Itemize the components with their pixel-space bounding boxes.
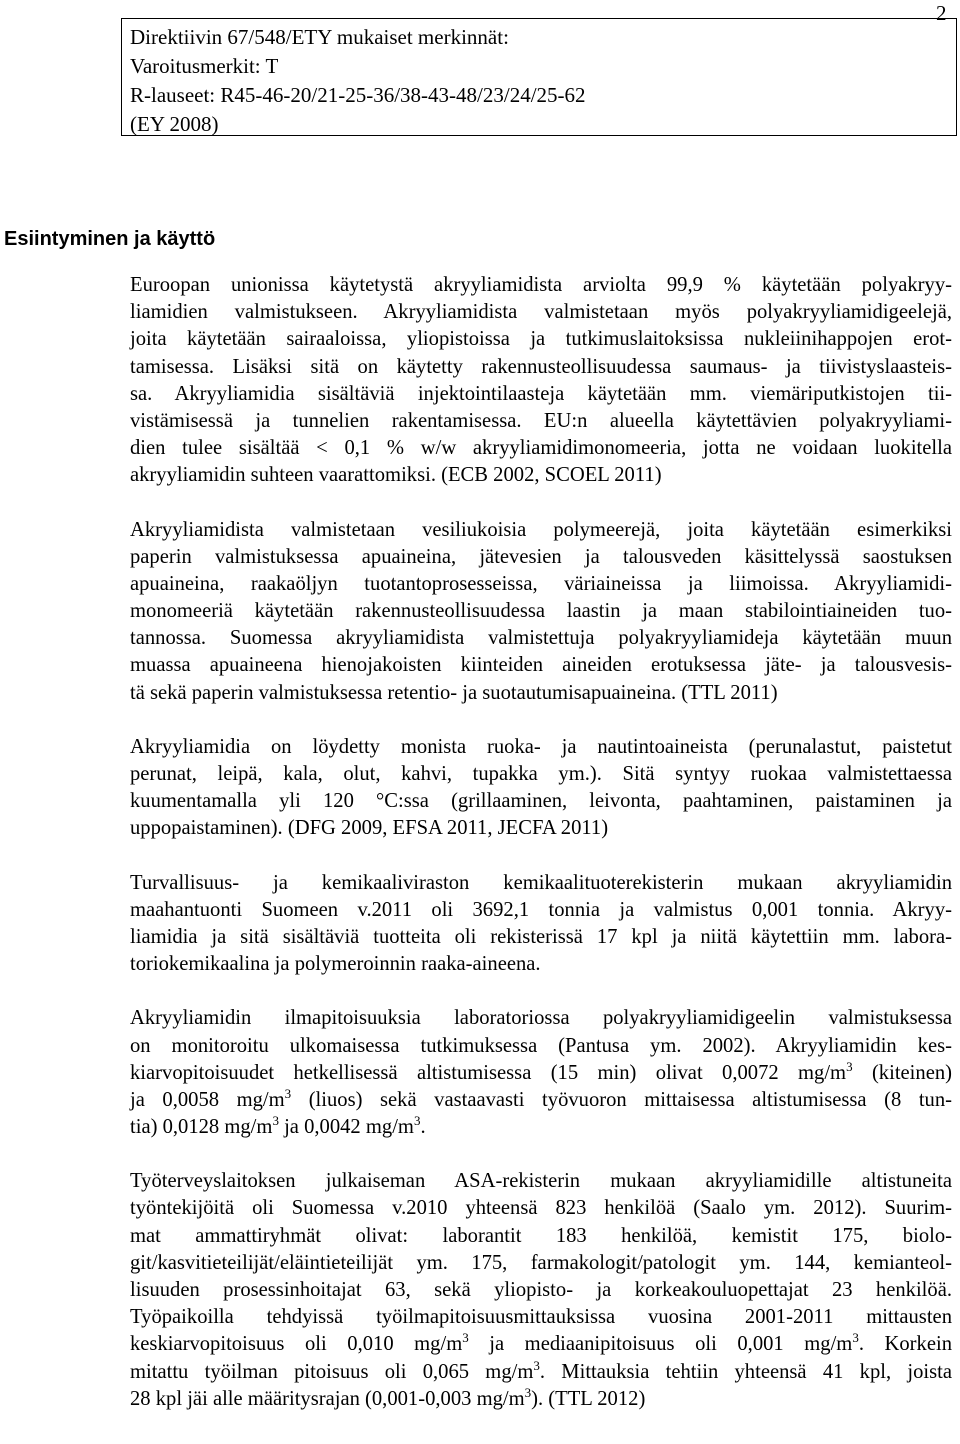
text-line: Työterveyslaitoksen julkaiseman ASA-rekisterin mukaan akryyliamidille altistuneita [130, 1170, 952, 1193]
text-line: työntekijöitä oli Suomessa v.2010 yhteensä 823 henkilöä (Saalo ym. 2012). Suurim- [130, 1197, 952, 1220]
text-line: sa. Akryyliamidia sisältäviä injektointilaasteja käytetään mm. viemäriputkistojen tii- [130, 382, 952, 405]
directive-label: Direktiivin 67/548/ETY mukaiset merkinnät: [130, 25, 509, 49]
text-line: kuumentamalla yli 120 °C:ssa (grillaaminen, leivonta, paahtaminen, paistaminen ja [130, 790, 952, 813]
section-heading: Esiintyminen ja käyttö [4, 228, 216, 250]
text-line: tä sekä paperin valmistuksessa retentio- ja suotautumisapuaineina. (TTL 2011) [130, 681, 778, 704]
text-line: Euroopan unionissa käytetystä akryyliamidista arviolta 99,9 % käytetään polyakryy- [130, 274, 952, 296]
text-line: apuaineina, raakaöljyn tuotantoprosesseissa, väriaineissa ja liimoissa. Akryyliamidi- [130, 572, 952, 595]
text-line: on monitoroitu ulkomaisessa tutkimuksessa (Pantusa ym. 2002). Akryyliamidin kes- [130, 1034, 952, 1057]
text-line: dien tulee sisältää < 0,1 % w/w akryyliamidimonomeeria, jotta ne voidaan luokitella [130, 437, 952, 460]
paragraph [130, 1005, 952, 1141]
text-line: keskiarvopitoisuus oli 0,010 $mg/m^3$ ja mediaanipitoisuus oli 0,001 $mg/m^3$. Korkein [130, 1330, 952, 1356]
text-line: monomeeriä käytetään rakennusteollisuudessa laastin ja maan stabilointiaineiden tuo- [130, 600, 952, 623]
paragraph [130, 517, 952, 707]
risk-phrases: R-lauseet: R45-46-20/21-25-36/38-43-48/23/24/25-62 [130, 83, 586, 107]
text-line: liamidien valmistukseen. Akryyliamidista valmistetaan myös polyakryyliamidigeelejä, [130, 301, 952, 324]
paragraph [130, 272, 952, 490]
page-number: 2 [936, 1, 947, 25]
text-line: mitattu työilman pitoisuus oli 0,065 $mg/m^3$. Mittauksia tehtiin yhteensä 41 kpl, joista [130, 1357, 953, 1383]
text-line: ja 0,0058 $mg/m^3$ (liuos) sekä vastaavasti työvuoron mittaisessa altistumisessa (8 tun- [130, 1085, 952, 1111]
text-line: maahantuonti Suomeen v.2011 oli 3692,1 tonnia ja valmistus 0,001 tonnia. Akryy- [130, 898, 952, 921]
text-line: Akryyliamidin ilmapitoisuuksia laboratoriossa polyakryyliamidigeelin valmistuksessa [130, 1007, 952, 1030]
text-line: Akryyliamidista valmistetaan vesiliukoisia polymeerejä, joita käytetään esimerkiksi [130, 518, 952, 541]
text-line: joita käytetään sairaaloissa, yliopistoissa ja tutkimuslaitoksissa nukleiinihappojen erot- [130, 328, 952, 351]
text-line: perunat, leipä, kala, olut, kahvi, tupakka ym.). Sitä syntyy ruokaa valmistettaessa [130, 763, 952, 785]
text-line: Työpaikoilla tehdyissä työilmapitoisuusmittauksissa vuosina 2001-2011 mittausten [130, 1306, 952, 1329]
text-line: git/kasvitieteilijät/eläintieteilijät ym. 175, farmakologit/patologit ym. 144, kemianteol- [130, 1251, 952, 1274]
text-line: Turvallisuus- ja kemikaaliviraston kemikaalituoterekisterin mukaan akryyliamidin [130, 871, 952, 894]
paragraph [130, 1168, 952, 1413]
text-line: vistämisessä ja tunnelien rakentamisessa. EU:n alueella käytettävien polyakryyliami- [130, 409, 952, 432]
text-line: tamisessa. Lisäksi sitä on käytetty rakennusteollisuudessa saumaus- ja tiivistyslaasteis- [130, 355, 952, 378]
classification-box [121, 18, 957, 136]
text-line: mat ammattiryhmät olivat: laborantit 183 henkilöä, kemistit 175, biolo- [130, 1224, 952, 1247]
paragraph [130, 734, 952, 843]
text-line: liamidia ja sitä sisältäviä tuotteita oli rekisterissä 17 kpl ja niitä käytettiin mm. labora- [130, 925, 952, 948]
warning-symbols: Varoitusmerkit: T [130, 54, 279, 78]
body-text [130, 272, 952, 1440]
text-line: kiarvopitoisuudet hetkellisessä altistumisessa (15 min) olivat 0,0072 $mg/m^3$ (kiteinen) [130, 1058, 952, 1084]
source-reference: (EY 2008) [130, 112, 219, 136]
text-line: paperin valmistuksessa apuaineina, jätevesien ja talousveden käsittelyssä saostuksen [130, 545, 952, 568]
text-line: Akryyliamidia on löydetty monista ruoka- ja nautintoaineista (perunalastut, paistetut [130, 735, 952, 758]
text-line: 28 kpl jäi alle määritysrajan (0,001-0,003 $mg/m^3$). (TTL 2012) [130, 1384, 646, 1410]
text-line: tia) 0,0128 $mg/m^3$ ja 0,0042 $mg/m^3$. [130, 1113, 426, 1139]
text-line: muassa apuaineena hienojakoisten kiinteiden aineiden erotuksessa jäte- ja talousvesis- [130, 654, 952, 677]
text-line: lisuuden prosessinhoitajat 63, sekä yliopisto- ja korkeakouluopettajat 23 henkilöä. [130, 1279, 952, 1301]
text-line: uppopaistaminen). (DFG 2009, EFSA 2011, JECFA 2011) [130, 817, 609, 840]
text-line: akryyliamidin suhteen vaarattomiksi. (ECB 2002, SCOEL 2011) [130, 464, 662, 487]
text-line: toriokemikaalina ja polymeroinnin raaka-aineena. [130, 953, 541, 976]
paragraph [130, 870, 952, 979]
text-line: tannossa. Suomessa akryyliamidista valmistettuja polyakryyliamideja käytetään muun [130, 627, 952, 650]
